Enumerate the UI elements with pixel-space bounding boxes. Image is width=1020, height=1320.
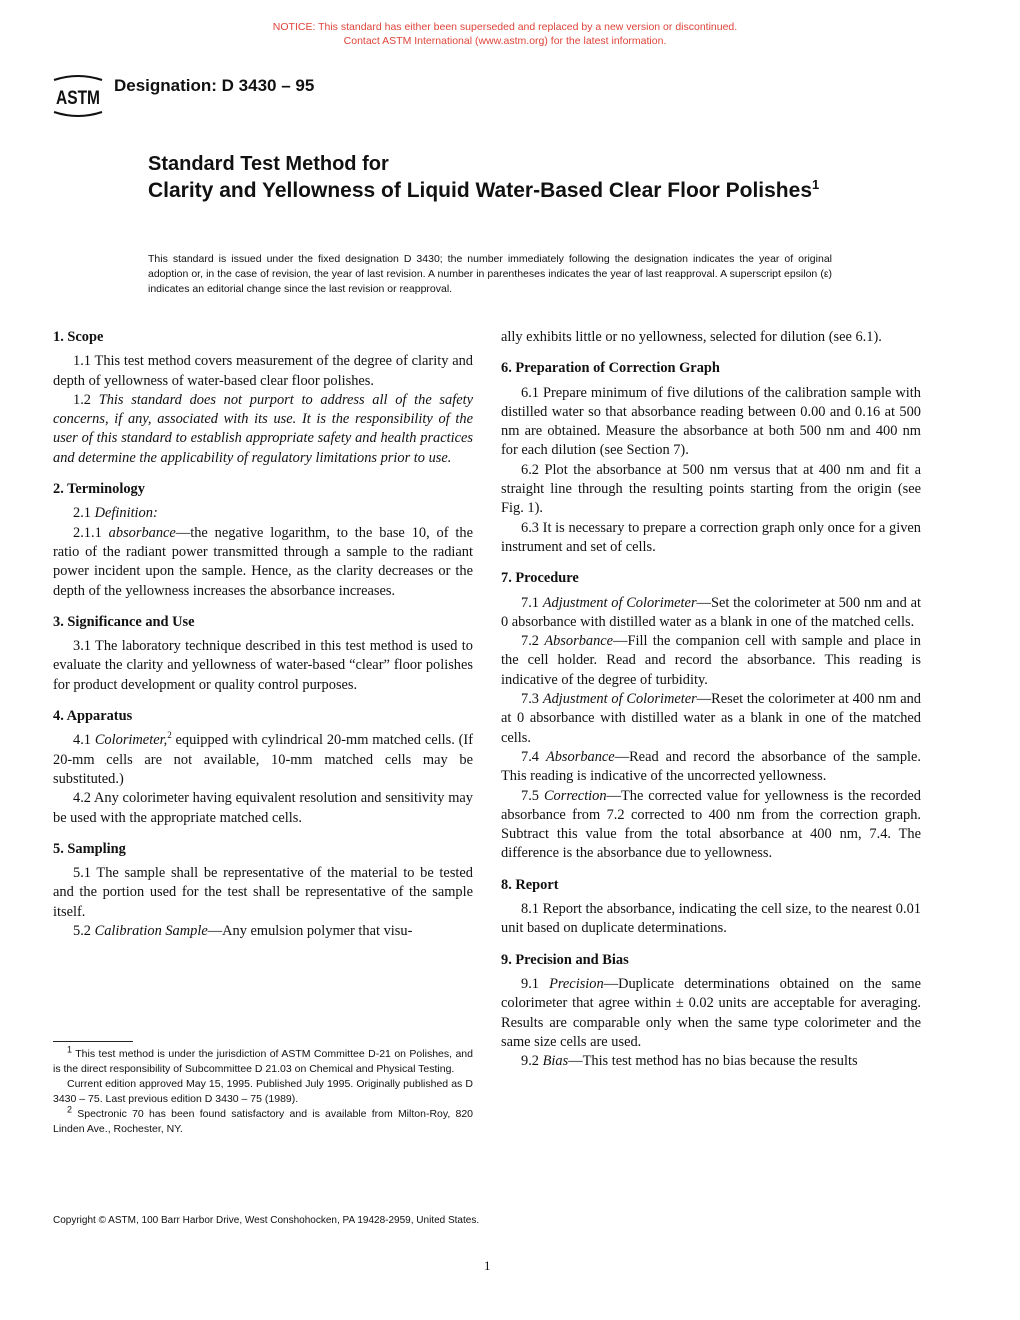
paragraph-6-1: 6.1 Prepare minimum of five dilutions of the calibration sample with distilled water so that absorbance reading between 0.00 and 0.16 at 500 nm are obtained. Measure the absorbance at both 500 nm and 400 nm for each dilution (see Section 7). bbox=[501, 384, 921, 459]
footnotes bbox=[53, 1044, 473, 1137]
paragraph-6-3: 6.3 It is necessary to prepare a correction graph only once for a given instrument and set of cells. bbox=[501, 519, 921, 555]
title-footnote-mark: 1 bbox=[812, 177, 820, 192]
astm-logo bbox=[52, 74, 104, 118]
issuance-statement: This standard is issued under the fixed designation D 3430; the number immediately following the designation indicates the year of original adoption or, in the case of revision, the year of last revision. A number in parentheses indicates the year of last reapproval. A superscript epsilon (ε) indicates an editorial change since the last revision or reapproval. bbox=[148, 253, 832, 295]
logo-text: ASTM bbox=[56, 88, 100, 109]
section-heading-apparatus: 4. Apparatus bbox=[53, 708, 133, 725]
paragraph-5-1: 5.1 The sample shall be representative of the material to be tested and the portion used for the test shall be representative of the sample itself. bbox=[53, 865, 473, 920]
footnote-divider bbox=[53, 1041, 133, 1042]
paragraph-3-1: 3.1 The laboratory technique described in this test method is used to evaluate the clarity and yellowness of water-based “clear” floor polishes for product development or quality control purposes. bbox=[53, 638, 473, 693]
paragraph-4-2: 4.2 Any colorimeter having equivalent resolution and sensitivity may be used with the appropriate matched cells. bbox=[53, 790, 473, 826]
paragraph-2-1: 2.1 Definition: bbox=[73, 505, 158, 522]
paragraph-8-1: 8.1 Report the absorbance, indicating the cell size, to the nearest 0.01 unit based on duplicate determinations. bbox=[501, 901, 921, 937]
section-heading-sampling: 5. Sampling bbox=[53, 840, 126, 857]
section-heading-scope: 1. Scope bbox=[53, 329, 104, 345]
notice-line-1: NOTICE: This standard has either been superseded and replaced by a new version or discontinued. bbox=[272, 21, 738, 33]
title-line-2 bbox=[148, 178, 848, 204]
paragraph-6-2: 6.2 Plot the absorbance at 500 nm versus that at 400 nm and fit a straight line through the resulting points starting from the origin (see Fig. 1). bbox=[501, 461, 921, 517]
paragraph-1-2: 1.2 This standard does not purport to address all of the safety concerns, if any, associated with its use. It is the responsibility of the user of this standard to establish appropriate safety and health practices and determine the applicability of regulatory limitations prior to use. bbox=[53, 391, 473, 466]
paragraph-7-4: 7.4 Absorbance—Read and record the absorbance of the sample. This reading is indicative of the uncorrected yellowness. bbox=[501, 748, 921, 785]
title-line-1: Standard Test Method for bbox=[148, 153, 389, 175]
designation: Designation: D 3430 – 95 bbox=[114, 76, 315, 95]
footnote-1: $^1$ This test method is under the jurisdiction of ASTM Committee D-21 on Polishes, and is the direct responsibility of Subcommittee D 21.03 on Chemical and Physical Testing. bbox=[53, 1044, 473, 1075]
paragraph-5-2-continued: ally exhibits little or no yellowness, selected for dilution (see 6.1). bbox=[501, 329, 882, 345]
paragraph-7-5: 7.5 Correction—The corrected value for yellowness is the recorded absorbance from 7.2 corrected to 400 nm from the correction graph. Subtract this value from the total absorbance at 400 nm, 7.4. The difference is the absorbance due to yellowness. bbox=[501, 787, 921, 862]
paragraph-4-1: 4.1 Colorimeter,$^2$ equipped with cylindrical 20-mm matched cells. (If 20-mm cells are not available, 10-mm matched cells may be substituted.) bbox=[53, 730, 473, 787]
paragraph-9-2: 9.2 Bias—This test method has no bias because the results bbox=[521, 1053, 858, 1070]
left-column bbox=[53, 328, 473, 941]
footnote-2: $^2$ Spectronic 70 has been found satisfactory and is available from Milton-Roy, 820 Linden Ave., Rochester, NY. bbox=[53, 1104, 473, 1135]
title-text: Clarity and Yellowness of Liquid Water-Based Clear Floor Polishes bbox=[148, 179, 812, 202]
page-number: 1 bbox=[484, 1258, 491, 1273]
notice-line-2: Contact ASTM International (www.astm.org) for the latest information. bbox=[343, 35, 667, 47]
paragraph-5-2: 5.2 Calibration Sample—Any emulsion polymer that visu- bbox=[73, 923, 413, 940]
paragraph-7-3: 7.3 Adjustment of Colorimeter—Reset the colorimeter at 400 nm and at 0 absorbance with distilled water as a blank in one of the matched cells. bbox=[501, 691, 921, 746]
section-heading-report: 8. Report bbox=[501, 876, 559, 893]
section-heading-correction-graph: 6. Preparation of Correction Graph bbox=[501, 360, 720, 377]
section-heading-terminology: 2. Terminology bbox=[53, 481, 145, 498]
paragraph-2-1-1: 2.1.1 absorbance—the negative logarithm, to the base 10, of the ratio of the radiant power transmitted through a sample to the radiant power incident upon the sample. Hence, as the clarity decreases or the depth of the yellowness increases the absorbance increases. bbox=[53, 524, 473, 599]
section-heading-procedure: 7. Procedure bbox=[501, 570, 579, 587]
section-heading-significance: 3. Significance and Use bbox=[53, 613, 195, 630]
section-heading-precision-bias: 9. Precision and Bias bbox=[501, 951, 629, 968]
supersession-notice bbox=[0, 20, 1010, 48]
copyright-line: Copyright © ASTM, 100 Barr Harbor Drive, West Conshohocken, PA 19428-2959, United States. bbox=[53, 1215, 480, 1226]
paragraph-7-2: 7.2 Absorbance—Fill the companion cell with sample and place in the cell holder. Read and record the absorbance. This reading is indicative of the degree of turbidity. bbox=[501, 633, 921, 688]
paragraph-7-1: 7.1 Adjustment of Colorimeter—Set the colorimeter at 500 nm and at 0 absorbance with distilled water as a blank in one of the matched cells. bbox=[501, 594, 921, 630]
right-column bbox=[501, 328, 921, 1071]
paragraph-9-1: 9.1 Precision—Duplicate determinations obtained on the same colorimeter that agree within ± 0.02 units are acceptable for averaging. Results are comparable only when the same type colorimeter and the same size cells are used. bbox=[501, 975, 921, 1050]
paragraph-1-1: 1.1 This test method covers measurement of the degree of clarity and depth of yellowness of water-based clear floor polishes. bbox=[53, 353, 473, 389]
footnote-1-edition: Current edition approved May 15, 1995. Published July 1995. Originally published as D 3430 – 75. Last previous edition D 3430 – 75 (1989). bbox=[53, 1078, 473, 1105]
